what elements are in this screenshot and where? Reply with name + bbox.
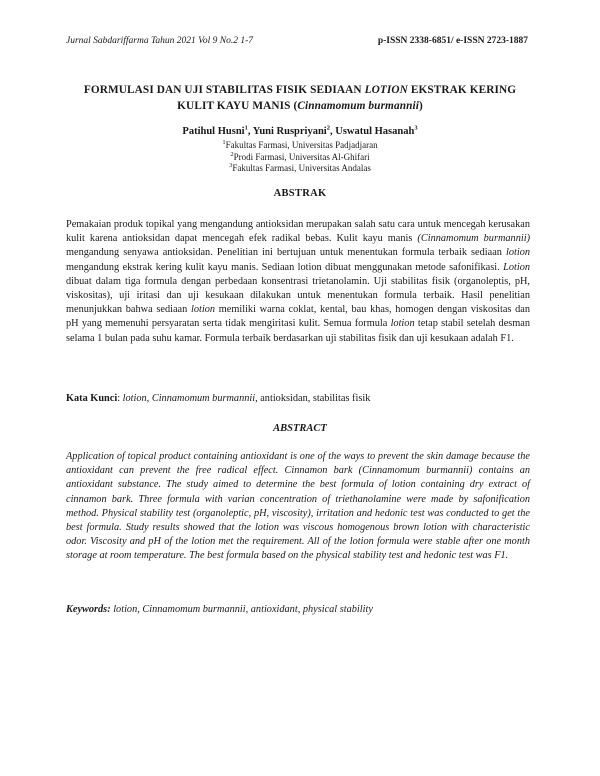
title-species-close: ) [418,100,423,112]
abstrak-species-term: (Cinnamomum burmannii) [417,233,530,245]
abstrak-lotion-term: lotion [191,304,216,316]
kata-kunci-rest: , antioksidan, stabilitas fisik [255,393,371,404]
author-separator: , [247,126,253,137]
affiliation-text: Prodi Farmasi, Universitas Al-Ghifari [233,151,370,162]
kata-kunci-label: Kata Kunci [66,393,118,404]
abstrak-text-segment: dibuat dalam tiga formula dengan perbedaan konsentrasi trietanolamin. Uji stabilitas fisik (organoleptis, pH, viskositas), uji iritasi dan uji kesukaan dilakukan untuk menentukan formula terbaik. Hasil penelitian menunjukkan bahwa sediaan [66,275,530,316]
abstrak-lotion-term: Lotion [503,261,530,273]
abstract-body [66,450,530,564]
paper-title [66,82,534,114]
author-affil-mark: 2 [326,124,330,132]
abstrak-body [66,218,530,346]
kata-kunci-separator: , [146,393,152,404]
abstrak-text-segment: mengandung ekstrak kering kulit kayu manis. Sediaan lotion dibuat menggunakan metode safonifikasi. [66,261,504,273]
title-species: Cinnamomum burmannii [297,100,419,112]
abstrak-text-segment: Pemakaian produk topikal yang mengandung antioksidan merupakan salah satu cara untuk mencegah kerusakan kulit karena antioksidan dapat mencegah efek radikal bebas. Kulit kayu manis [66,219,530,245]
affiliation-list [66,140,534,175]
keywords-line [66,604,530,615]
author-name: Patihul Husni [182,126,245,137]
keywords-text: lotion, Cinnamomum burmannii, antioxidant, physical stability [110,604,373,615]
affiliation-text: Fakultas Farmasi, Universitas Andalas [232,163,371,173]
author-affil-mark: 1 [244,124,248,132]
affiliation-mark: 3 [229,162,233,169]
affiliation-line [66,163,534,175]
author-list [66,126,534,137]
title-italic-word: LOTION [364,84,408,96]
author-name: Uswatul Hasanah [335,126,415,137]
affiliation-line [66,140,534,152]
author-name: Yuni Ruspriyani [252,126,327,137]
running-header [66,36,528,50]
author-affil-mark: 3 [414,124,418,132]
journal-citation: Jurnal Sabdariffarma Tahun 2021 Vol 9 No.2 1-7 [66,36,254,46]
affiliation-line [66,152,534,164]
author-separator: , [329,126,336,137]
abstrak-text-segment: memiliki warna coklat, kental, bau khas, homogen dengan viskositas dan pH yang memenuhi persyaratan serta tidak mengiritasi kulit. Semua formula [66,304,530,330]
title-species-open: ( [293,100,298,112]
affiliation-mark: 2 [230,150,234,158]
kata-kunci-colon: : [117,393,123,404]
keywords-label: Keywords: [66,604,111,615]
affiliation-text: Fakultas Farmasi, Universitas Padjadjaran [225,140,378,150]
abstrak-heading: ABSTRAK [273,188,327,199]
abstrak-lotion-term: lotion [505,247,530,259]
abstract-paragraph: Application of topical product containing antioxidant is one of the ways to prevent the skin damage because the antioxidant can prevent the free radical effect. Cinnamon bark (Cinnamomum burmannii) contains an antioxidant substance. The study aimed to determine the best formula of lotion containing dry extract of cinnamon bark. Three formula with varian concentration of triethanolamine were made by safonification method. Physical stability test (organoleptic, pH, viscosity), irritation and hedonic test was conducted to get the best formula. Study results showed that the lotion was viscous homogenous brown lotion with characteristic odor. Viscosity and pH of the lotion met the requirement. All of the lotion formula were stable after one month storage at room temperature. The best formula based on the physical stability test and hedonic test was F1. [66,451,530,562]
issn-label: p-ISSN 2338-6851/ e-ISSN 2723-1887 [377,36,528,46]
kata-kunci-term: lotion [122,393,147,404]
abstrak-lotion-term: lotion [390,318,415,330]
abstract-heading: ABSTRACT [273,423,327,434]
affiliation-mark: 1 [222,139,226,146]
kata-kunci-term: Cinnamomum burmannii [151,393,256,404]
abstrak-text-segment: tetap stabil setelah desman selama 1 bulan pada suhu kamar. Formula terbaik berdasarkan uji stabilitas fisik dan uji kesukaan adalah F1. [66,318,530,344]
kata-kunci-line [66,393,530,404]
abstrak-text-segment: mengandung senyawa antioksidan. Penelitian ini bertujuan untuk menentukan formula terbaik sediaan [66,247,506,259]
title-part-1: FORMULASI DAN UJI STABILITAS FISIK SEDIAAN [83,84,362,96]
title-part-2: EKSTRAK KERING KULIT KAYU MANIS [177,84,517,112]
